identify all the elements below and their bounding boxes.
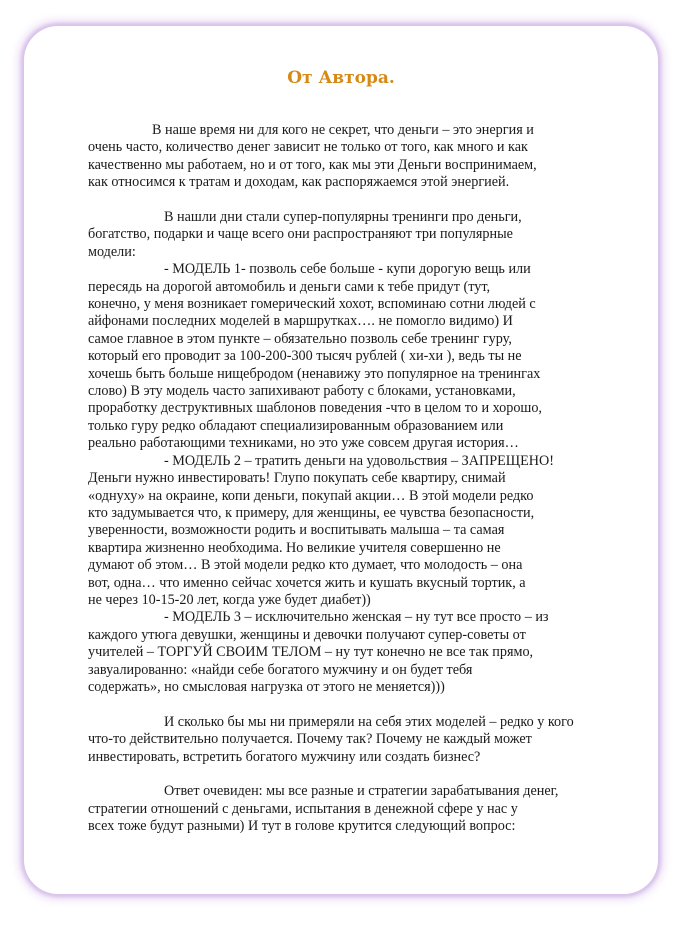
text-line: не через 10-15-20 лет, когда уже будет диабет)) [88,591,371,608]
text-line: И сколько бы мы ни примеряли на себя этих моделей – редко у кого [164,713,574,730]
text-line: - МОДЕЛЬ 3 – исключительно женская – ну тут все просто – из [164,609,549,626]
text-line: конечно, у меня возникает гомерический хохот, вспоминаю сотни людей с [88,296,536,313]
text-line: очень часто, количество денег зависит не только от того, как много и как [88,139,528,156]
text-line: завуалированно: «найди себе богатого мужчину и он будет тебя [88,661,473,678]
text-line: - МОДЕЛЬ 2 – тратить деньги на удовольствия – ЗАПРЕЩЕНО! [164,452,554,469]
text-line: самое главное в этом пункте – обязательно позволь себе тренинг гуру, [88,330,512,347]
text-line: В нашли дни стали супер-популярны тренинги про деньги, [164,209,522,226]
text-line: как относимся к тратам и доходам, как распоряжаемся этой энергией. [88,174,510,191]
paragraph-model-1 [88,261,608,452]
text-line: качественно мы работаем, но и от того, как мы эти Деньги воспринимаем, [88,156,537,173]
text-line: - МОДЕЛЬ 1- позволь себе больше - купи дорогую вещь или [164,261,531,278]
text-line: уверенности, возможности родить и воспитывать малыша – та самая [88,522,505,539]
text-line: «однуху» на окраине, копи деньги, покупай акции… В этой модели редко [88,487,534,504]
text-line: квартира жизненно необходима. Но великие учителя совершенно не [88,539,501,556]
text-line: стратегии отношений с деньгами, испытания в денежной сфере у нас у [88,800,518,817]
paragraph-question [88,714,608,766]
text-line: модели: [88,243,136,260]
paragraph-model-3 [88,609,608,696]
text-line: содержать», но смысловая нагрузка от этого не меняется))) [88,678,445,695]
text-line: айфонами последних моделей в маршрутках…. не помогло видимо) И [88,313,513,330]
text-line: только гуру редко обладают специализированным образованием или [88,417,504,434]
text-line: хочешь быть больше нищебродом (ненавижу это популярное на тренингах [88,365,541,382]
text-line: реально работающими техниками, но это уже совсем другая история… [88,435,519,452]
page-title: От Автора. [287,68,395,88]
text-line: богатство, подарки и чаще всего они распространяют три популярные [88,226,513,243]
text-line: вот, одна… что именно сейчас хочется жить и кушать вкусный тортик, а [88,574,526,591]
text-line: что-то действительно получается. Почему так? Почему не каждый может [88,731,532,748]
document-body [88,122,608,836]
paragraph-intro [88,122,608,192]
text-line: который его проводит за 100-200-300 тысяч рублей ( хи-хи ), ведь ты не [88,348,522,365]
text-line: Ответ очевиден: мы все разные и стратегии зарабатывания денег, [164,783,559,800]
text-line: проработку деструктивных шаблонов поведения -что в целом то и хорошо, [88,400,542,417]
text-line: слово) В эту модель часто запихивают работу с блоками, установками, [88,383,516,400]
paragraph-model-2 [88,453,608,610]
text-line: учителей – ТОРГУЙ СВОИМ ТЕЛОМ – ну тут конечно не все так прямо, [88,644,534,661]
paragraph-models-intro [88,209,608,261]
text-line: всех тоже будут разными) И тут в голове крутится следующий вопрос: [88,818,516,835]
paragraph-answer [88,783,608,835]
text-line: инвестировать, встретить богатого мужчину или создать бизнес? [88,748,481,765]
text-line: Деньги нужно инвестировать! Глупо покупать себе квартиру, снимай [88,470,506,487]
page-card [24,26,658,894]
text-line: кто задумывается что, к примеру, для женщины, ее чувства безопасности, [88,504,535,521]
text-line: пересядь на дорогой автомобиль и деньги сами к тебе придут (тут, [88,278,491,295]
text-line: каждого утюга девушки, женщины и девочки получают супер-советы от [88,626,526,643]
text-line: думают об этом… В этой модели редко кто думает, что молодость – она [88,557,523,574]
text-line: В наше время ни для кого не секрет, что деньги – это энергия и [152,122,534,138]
